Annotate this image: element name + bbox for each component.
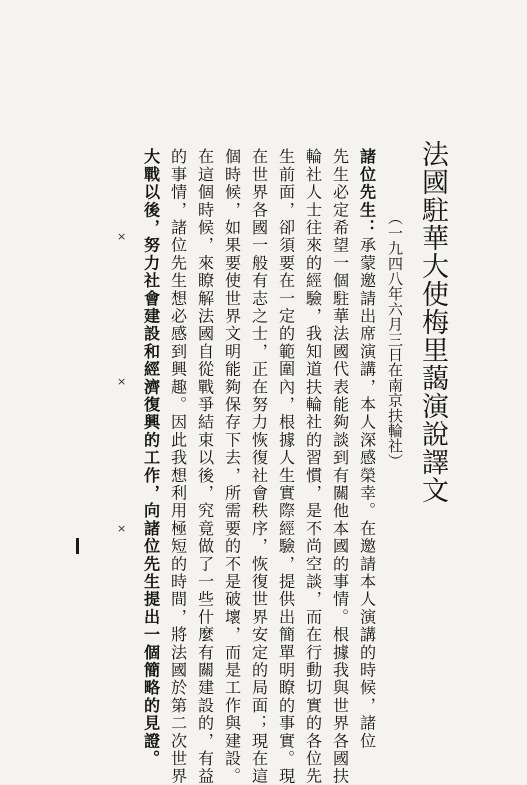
body-line-text: 個時候，如果要使世界文明能夠保存下去，所需要的不是破壞，而是工作與建設。 xyxy=(222,148,241,785)
body-line-3 xyxy=(300,148,322,785)
body-line-7 xyxy=(192,148,214,785)
body-line-8 xyxy=(165,148,187,785)
cross-mark: × xyxy=(117,522,127,535)
body-line-text: 在世界各國一般有志之士，正在努力恢復社會秩序，恢復世界安定的局面；現在這 xyxy=(249,148,268,785)
body-line-text: 承蒙邀請出席演講，本人深感榮幸。在邀請本人演講的時候，諸位 xyxy=(357,236,376,750)
cross-mark: × xyxy=(117,230,127,243)
body-line-text: 的事情，諸位先生想必感到興趣。因此我想利用極短的時間，將法國於第二次世界 xyxy=(168,148,187,785)
body-line-text: 先生必定希望一個駐華法國代表能夠談到有關他本國的事情。根據我與世界各國扶 xyxy=(330,148,349,785)
body-line-6 xyxy=(219,148,241,785)
document-subtitle: （一九四八年六月三日在南京扶輪社） xyxy=(386,210,404,469)
salutation: 諸位先生： xyxy=(357,148,376,237)
body-line-text: 輪社人士往來的經驗，我知道扶輪社的習慣，是不尚空談，而在行動切實的各位先 xyxy=(303,148,322,785)
body-line-text: 大戰以後，努力社會建設和經濟復興的工作，向諸位先生提出一個簡略的見證。 xyxy=(141,148,160,768)
body-line-text: 在這個時候，來瞭解法國自從戰爭結束以後，究竟做了一些什麼有關建設的，有益 xyxy=(195,148,214,785)
body-line-4 xyxy=(273,148,295,785)
margin-dash xyxy=(76,538,79,554)
cross-mark: × xyxy=(117,375,127,388)
body-line-2 xyxy=(327,148,349,785)
body-line-1 xyxy=(354,148,376,750)
body-line-text: 生前面，卻須要在一定的範圍內，根據人生實際經驗，提供出簡單明瞭的事實。現 xyxy=(276,148,295,785)
body-line-9 xyxy=(138,148,160,768)
body-line-5 xyxy=(246,148,268,785)
document-title: 法國駐華大使梅里藹演說譯文 xyxy=(417,140,448,504)
